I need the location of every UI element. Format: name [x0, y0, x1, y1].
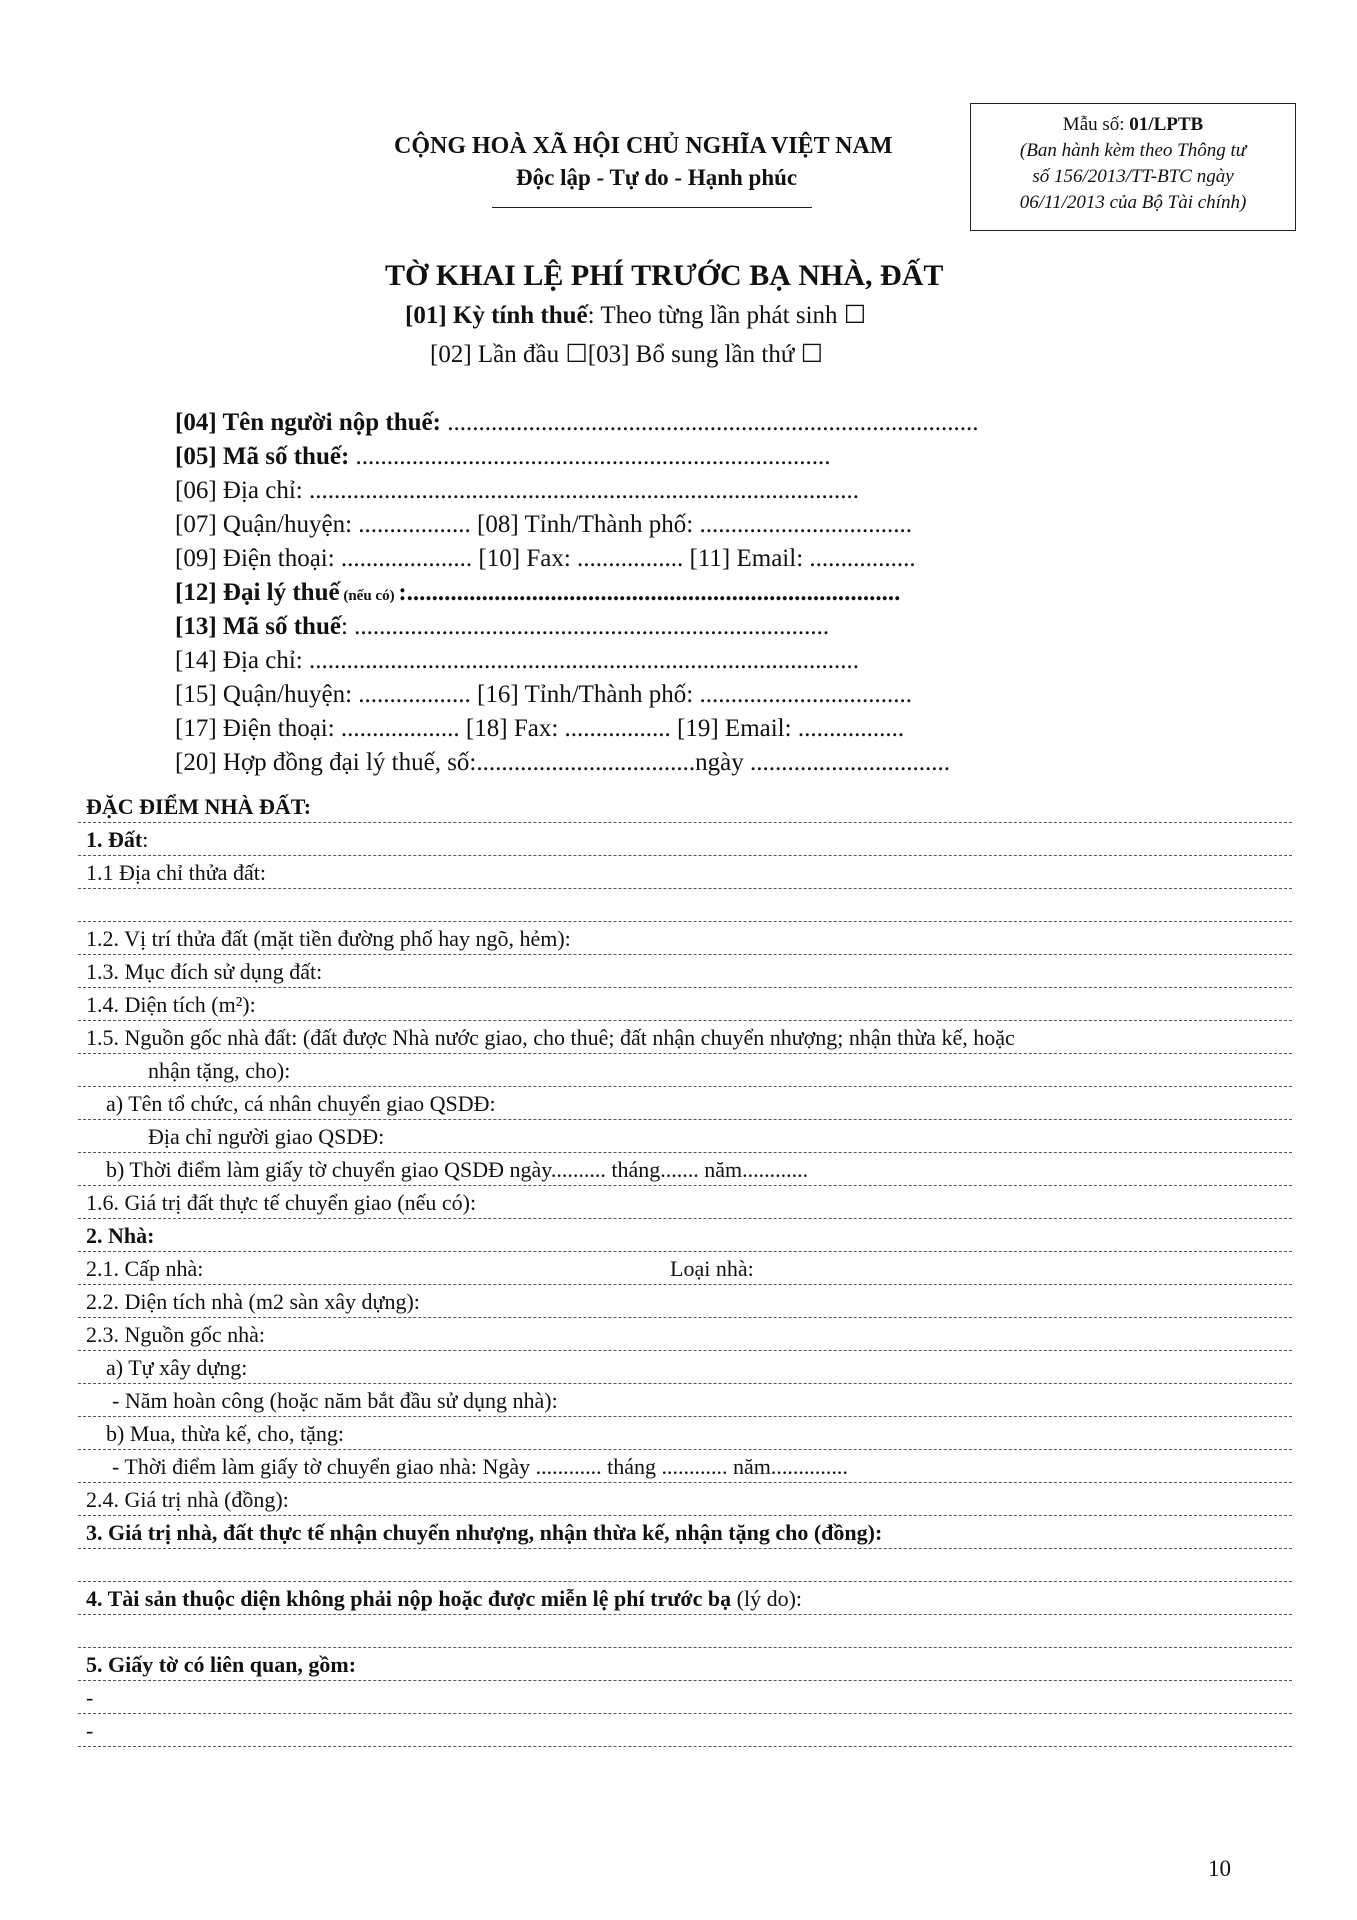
house-origin: 2.3. Nguồn gốc nhà: [78, 1318, 1292, 1351]
transferor-name[interactable]: a) Tên tổ chức, cá nhân chuyển giao QSDĐ: [78, 1087, 1292, 1120]
field-district-province[interactable]: [07] Quận/huyện: .................. [08] Tỉnh/Thành phố: .................................. [175, 511, 912, 538]
related-document-item[interactable]: - [78, 1681, 1292, 1714]
national-motto: Độc lập - Tự do - Hạnh phúc [516, 165, 798, 190]
land-use-purpose[interactable]: 1.3. Mục đích sử dụng đất: [78, 955, 1292, 988]
motto-underline [492, 207, 812, 208]
field-phone-fax-email[interactable]: [09] Điện thoại: ..................... [10] Fax: ................. [11] Email: ................. [175, 545, 916, 572]
declaration-type-line: [02] Lần đầu ☐[03] Bổ sung lần thứ ☐ [430, 341, 824, 368]
house-grade-type[interactable]: 2.1. Cấp nhà: Loại nhà: [78, 1252, 1292, 1285]
exempt-assets[interactable]: 4. Tài sản thuộc diện không phải nộp hoặc được miễn lệ phí trước bạ (lý do): [78, 1582, 1292, 1615]
field-tax-agent[interactable]: [12] Đại lý thuế (nếu có) :............................................................................... [175, 579, 901, 606]
house-value[interactable]: 2.4. Giá trị nhà (đồng): [78, 1483, 1292, 1516]
land-address-cont[interactable] [78, 889, 1292, 922]
related-documents-heading: 5. Giấy tờ có liên quan, gồm: [78, 1648, 1292, 1681]
issued-by-line-3: 06/11/2013 của Bộ Tài chính) [1019, 192, 1247, 213]
house-completion-year[interactable]: - Năm hoàn công (hoặc năm bắt đầu sử dụng nhà): [78, 1384, 1292, 1417]
exempt-assets-cont[interactable] [78, 1615, 1292, 1648]
land-origin-cont: nhận tặng, cho): [78, 1054, 1292, 1087]
field-agent-address[interactable]: [14] Địa chỉ: ........................................................................................ [175, 647, 859, 674]
house-transfer-date[interactable]: - Thời điểm làm giấy tờ chuyển giao nhà: Ngày ............ tháng ............ năm.............. [78, 1450, 1292, 1483]
land-address[interactable]: 1.1 Địa chỉ thửa đất: [78, 856, 1292, 889]
field-taxpayer-name[interactable]: [04] Tên người nộp thuế: ..................................................................................... [175, 409, 979, 436]
field-agent-contract[interactable]: [20] Hợp đồng đại lý thuế, số:...................................ngày ................................ [175, 749, 950, 776]
issued-by-line-1: (Ban hành kèm theo Thông tư [1019, 140, 1247, 161]
house-floor-area[interactable]: 2.2. Diện tích nhà (m2 sàn xây dựng): [78, 1285, 1292, 1318]
land-actual-value[interactable]: 1.6. Giá trị đất thực tế chuyển giao (nếu có): [78, 1186, 1292, 1219]
national-title: CỘNG HOÀ XÃ HỘI CHỦ NGHĨA VIỆT NAM [394, 133, 893, 159]
actual-transfer-value[interactable]: 3. Giá trị nhà, đất thực tế nhận chuyển nhượng, nhận thừa kế, nhận tặng cho (đồng): [78, 1516, 1292, 1549]
land-transfer-date[interactable]: b) Thời điểm làm giấy tờ chuyển giao QSDĐ ngày.......... tháng....... năm............ [78, 1153, 1292, 1186]
page-number: 10 [1208, 1856, 1231, 1881]
section-property-heading: ĐẶC ĐIỂM NHÀ ĐẤT: [78, 790, 1292, 823]
land-origin[interactable]: 1.5. Nguồn gốc nhà đất: (đất được Nhà nước giao, cho thuê; đất nhận chuyển nhượng; nhận thừa kế, hoặc [78, 1021, 1292, 1054]
issued-by-line-2: số 156/2013/TT-BTC ngày [1032, 166, 1234, 187]
house-purchased: b) Mua, thừa kế, cho, tặng: [78, 1417, 1292, 1450]
form-number-box [970, 103, 1296, 231]
transferor-address[interactable]: Địa chỉ người giao QSDĐ: [78, 1120, 1292, 1153]
house-heading: 2. Nhà: [78, 1219, 1292, 1252]
field-agent-phone-fax-email[interactable]: [17] Điện thoại: ................... [18] Fax: ................. [19] Email: ................. [175, 715, 905, 742]
document-title: TỜ KHAI LỆ PHÍ TRƯỚC BẠ NHÀ, ĐẤT [385, 259, 944, 292]
land-position[interactable]: 1.2. Vị trí thửa đất (mặt tiền đường phố hay ngõ, hẻm): [78, 922, 1292, 955]
field-address[interactable]: [06] Địa chỉ: ........................................................................................ [175, 477, 859, 504]
field-agent-district-province[interactable]: [15] Quận/huyện: .................. [16] Tỉnh/Thành phố: .................................. [175, 681, 912, 708]
actual-transfer-value-cont[interactable] [78, 1549, 1292, 1582]
field-agent-tax-code[interactable]: [13] Mã số thuế: ............................................................................ [175, 613, 830, 640]
house-self-built: a) Tự xây dựng: [78, 1351, 1292, 1384]
form-number: Mẫu số: 01/LPTB [1062, 114, 1204, 135]
related-document-item[interactable]: - [78, 1714, 1292, 1747]
field-tax-code[interactable]: [05] Mã số thuế: ............................................................................ [175, 443, 831, 470]
tax-period-line: [01] Kỳ tính thuế: Theo từng lần phát sinh ☐ [405, 302, 867, 329]
land-heading: 1. Đất: [78, 823, 1292, 856]
land-area[interactable]: 1.4. Diện tích (m²): [78, 988, 1292, 1021]
